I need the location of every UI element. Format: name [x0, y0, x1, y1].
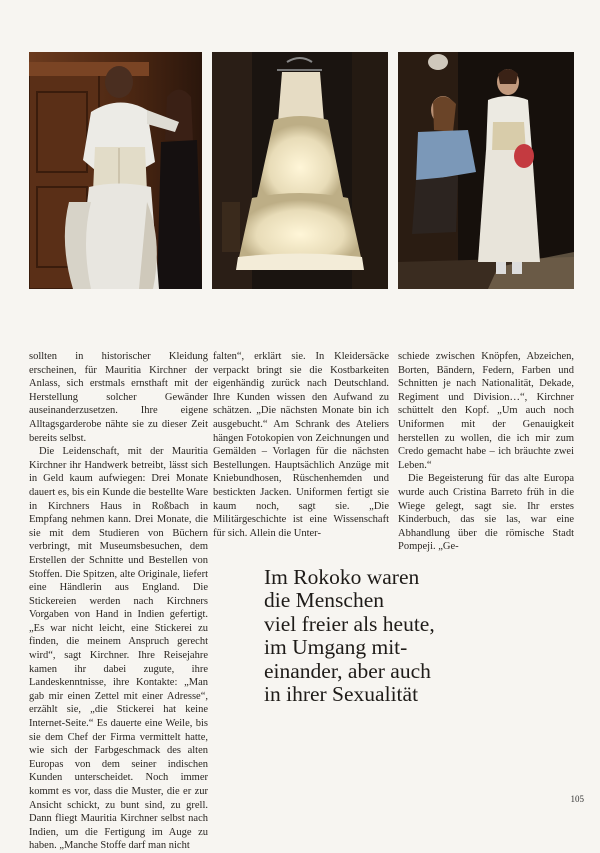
photo-fitting-dress	[398, 52, 574, 289]
pull-quote-line: die Menschen	[264, 588, 385, 613]
pull-quote-line: einander, aber auch	[264, 658, 431, 683]
pull-quote	[264, 566, 564, 706]
paragraph: sollten in historischer Kleidung erscheinen, für Mauritia Kirchner der Anlass, sich erstmals ernsthaft mit der Herstellung solcher Gewänder auseinanderzusetzen. Ihre eigene Alltagsgarderobe nähte sie zu dieser Zeit bereits selbst.	[29, 351, 208, 444]
pull-quote-line: Im Rokoko waren	[264, 565, 420, 589]
page-number: 105	[570, 794, 584, 804]
paragraph: falten“, erklärt sie. In Kleidersäcke verpackt bringt sie die Kostbarkeiten eigenhändig zurück nach Deutschland. Ihre Kunden wissen den Aufwand zu schätzen. „Die nächsten Monate bin ich ausgebucht.“ Am Schrank des Ateliers hängen Fotokopien von Zeichnungen und Gemälden – Vorlagen für die nächsten Bestellungen. Hauptsächlich Anzüge mit Kniebundhosen, Rüschenhemden und bestickten Jacken. Uniformen fertigt sie kaum noch, sagt sie. „Die Militärgeschichte ist eine Wissenschaft für sich. Allein die Unter-	[213, 351, 389, 539]
text-column-1	[29, 350, 208, 853]
text-column-3	[398, 350, 574, 554]
pull-quote-line: im Umgang mit-	[264, 635, 408, 660]
photo-fitting-corset	[29, 52, 202, 289]
pull-quote-line: viel freier als heute,	[264, 611, 435, 636]
paragraph: Die Begeisterung für das alte Europa wurde auch Cristina Barreto früh in die Wiege gelegt, sagt sie. Ihr erstes Kinderbuch, das sie las, war eine Abhandlung über die römische Stadt Pompeji. „Ge-	[398, 473, 574, 553]
pull-quote-line: in ihrer Sexualität	[264, 682, 419, 707]
paragraph: schiede zwischen Knöpfen, Abzeichen, Borten, Bändern, Federn, Farben und Schnitten je nach Nationalität, Dekade, Regiment und Division…“, Kirchner schüttelt den Kopf. „Um auch noch Uniformen mit der Genauigkeit herstellen zu wollen, die ich mir zum Credo gemacht habe – ich bräuchte zwei Leben.“	[398, 351, 574, 471]
paragraph: Die Leidenschaft, mit der Mauritia Kirchner ihr Handwerk betreibt, lässt sich in Geld kaum aufwiegen: Drei Monate dauert es, bis ein Kunde die bestellte Ware in Kirchners Haus in Roßbach in Empfang nehmen kann. Drei Monate, die sie mit dem Studieren von Büchern verbringt, mit Museumsbesuchen, dem Erstellen der Schnitte und Bestellen von Stoffen. Die Spitzen, alte Originale, liefert eine Händlerin aus England. Die Stickereien werden nach Kirchners Vorgaben von Hand in Indien gefertigt. „Es war nicht leicht, eine Stickerei zu finden, die meinem Anspruch gerecht wird“, sagt Kirchner. Ihre Reisejahre kamen ihr dabei zugute, ihre Landeskenntnisse, ihre Kontakte: „Man gab mir einen Zettel mit einer Adresse“, erzählt sie, „die Stickerei hat keine Internet-Seite.“ Es dauerte eine Weile, bis sie dem Chef der Firma vermittelt hatte, wie sich der Farbgeschmack des alten Europas von dem seiner indischen Kunden unterscheidet. Noch immer kommt es vor, dass die Muster, die er zur Ansicht schickt, zu bunt sind, zu grell. Dann fliegt Mauritia Kirchner selbst nach Indien, um die Fertigung im Auge zu haben. „Manche Stoffe darf man nicht	[29, 446, 208, 852]
photo-white-petticoat	[212, 52, 388, 289]
text-column-2	[213, 350, 389, 540]
